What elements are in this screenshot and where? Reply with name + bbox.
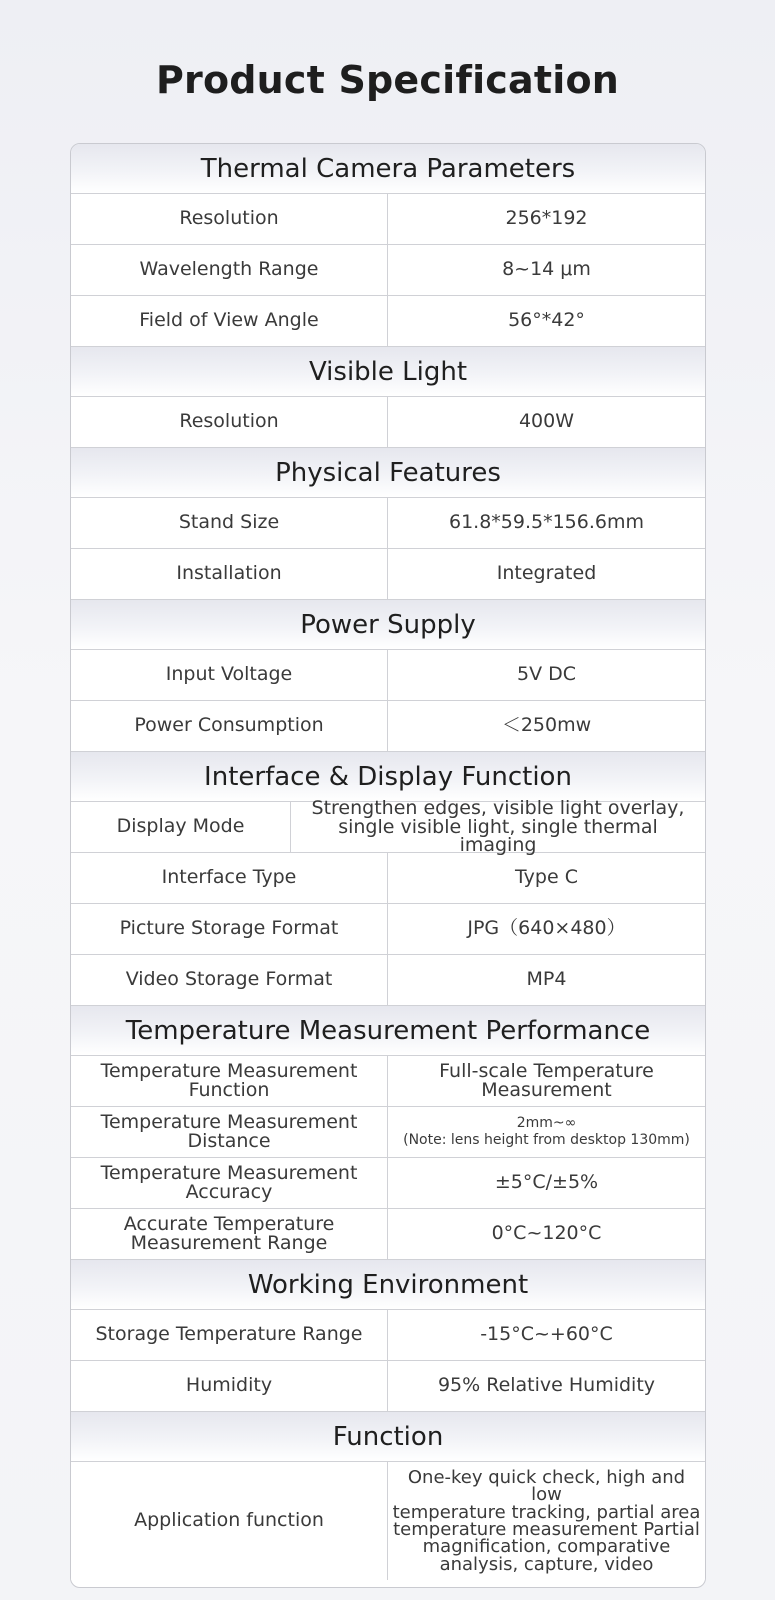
spec-label — [71, 1056, 388, 1106]
spec-value: -15°C~+60°C — [480, 1323, 613, 1346]
section-header-interface-display: Interface & Display Function — [71, 752, 705, 802]
spec-row — [71, 1462, 705, 1580]
spec-value-line: Full-scale Temperature — [439, 1060, 654, 1083]
spec-value: 56°*42° — [508, 309, 585, 332]
spec-row — [71, 650, 705, 701]
spec-row — [71, 701, 705, 752]
section-header-thermal-camera: Thermal Camera Parameters — [71, 144, 705, 194]
section-header-function: Function — [71, 1412, 705, 1462]
spec-value-line: One-key quick check, high and low — [407, 1466, 686, 1506]
spec-label-line: Temperature Measurement — [100, 1162, 358, 1185]
page-title: Product Specification — [155, 58, 620, 102]
spec-value — [388, 1462, 705, 1580]
spec-value: 256*192 — [505, 207, 588, 230]
spec-value: Type C — [515, 866, 578, 889]
section-header-physical-features: Physical Features — [71, 448, 705, 498]
spec-value-line: 2mm~∞ — [516, 1114, 577, 1131]
spec-row — [71, 797, 705, 857]
spec-value: 95% Relative Humidity — [437, 1374, 656, 1397]
spec-label: Picture Storage Format — [71, 904, 388, 954]
section-header-working-environment: Working Environment — [71, 1260, 705, 1310]
spec-label: Interface Type — [71, 853, 388, 903]
spec-label: Resolution — [71, 194, 388, 244]
spec-row — [71, 194, 705, 245]
spec-value-line: magnification, comparative — [422, 1536, 671, 1558]
spec-label: Wavelength Range — [71, 245, 388, 295]
spec-label-line: Measurement Range — [130, 1232, 328, 1254]
spec-label: Field of View Angle — [71, 296, 388, 346]
spec-value: 8~14 μm — [502, 258, 591, 281]
spec-value-line: analysis, capture, video — [439, 1553, 654, 1575]
spec-row — [71, 853, 705, 904]
spec-value: Integrated — [496, 562, 597, 585]
spec-row — [71, 1209, 705, 1260]
spec-value: 0°C~120°C — [491, 1222, 602, 1245]
spec-value-line: Measurement — [481, 1079, 612, 1101]
spec-label: Resolution — [71, 397, 388, 447]
spec-value-line: temperature tracking, partial area — [392, 1501, 701, 1523]
spec-label-line: Accuracy — [185, 1181, 273, 1203]
spec-row — [71, 1107, 705, 1158]
spec-value: ±5°C/±5% — [494, 1171, 599, 1194]
spec-row — [71, 955, 705, 1006]
spec-label — [71, 1107, 388, 1157]
spec-row — [71, 1361, 705, 1412]
spec-row — [71, 904, 705, 955]
spec-label-line: Distance — [187, 1130, 271, 1152]
spec-label: Input Voltage — [71, 650, 388, 700]
spec-row — [71, 1310, 705, 1361]
section-header-power-supply: Power Supply — [71, 600, 705, 650]
spec-label — [71, 1209, 388, 1259]
spec-row — [71, 549, 705, 600]
spec-label: Humidity — [71, 1361, 388, 1411]
section-header-temperature-performance: Temperature Measurement Performance — [71, 1006, 705, 1056]
spec-value-line: temperature measurement Partial — [393, 1519, 700, 1540]
spec-label-line: Temperature Measurement — [100, 1111, 358, 1134]
spec-label: Installation — [71, 549, 388, 599]
spec-value-line: Strengthen edges, visible light overlay, — [311, 797, 685, 820]
spec-value — [388, 1107, 705, 1157]
spec-label: Video Storage Format — [71, 955, 388, 1005]
spec-value: 61.8*59.5*156.6mm — [448, 511, 645, 534]
spec-label: Storage Temperature Range — [71, 1310, 388, 1360]
spec-row — [71, 1056, 705, 1107]
spec-value: ＜250mw — [501, 714, 592, 737]
spec-label: Stand Size — [71, 498, 388, 548]
spec-label — [71, 1158, 388, 1208]
spec-table — [70, 143, 706, 1588]
spec-label: Application function — [71, 1462, 388, 1580]
spec-value: 400W — [518, 410, 575, 433]
spec-label: Display Mode — [71, 802, 291, 852]
spec-label-line: Accurate Temperature — [123, 1213, 335, 1236]
spec-row — [71, 296, 705, 347]
spec-value: JPG（640×480） — [467, 917, 626, 940]
section-header-visible-light: Visible Light — [71, 347, 705, 397]
spec-value — [388, 1056, 705, 1106]
spec-row — [71, 397, 705, 448]
spec-row — [71, 498, 705, 549]
spec-value-line: (Note: lens height from desktop 130mm) — [403, 1132, 690, 1148]
spec-row — [71, 1158, 705, 1209]
spec-label-line: Function — [188, 1079, 270, 1101]
spec-value: 5V DC — [516, 663, 577, 686]
spec-value: MP4 — [526, 968, 567, 991]
spec-value-line: single visible light, single thermal imaging — [338, 815, 658, 857]
spec-label-line: Temperature Measurement — [100, 1060, 358, 1083]
spec-label: Power Consumption — [71, 701, 388, 751]
spec-value — [291, 797, 705, 857]
spec-row — [71, 245, 705, 296]
